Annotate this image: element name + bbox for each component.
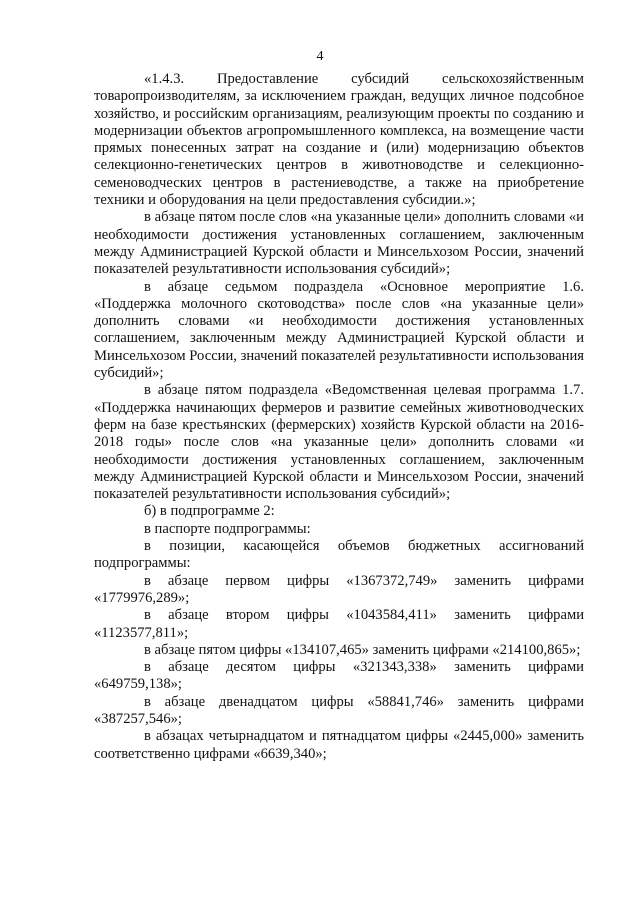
paragraph-amend-fifth: в абзаце пятом после слов «на указанные цели» дополнить словами «и необходимости достижения установленных соглашением, заключенным между Администрацией Курской области и Минсельхозом России, значений показателей результативности использования субсидий»; xyxy=(94,209,584,278)
document-body xyxy=(94,71,584,763)
page-number: 4 xyxy=(316,49,324,64)
paragraph-amend-1-6: в абзаце седьмом подраздела «Основное мероприятие 1.6. «Поддержка молочного скотоводства» после слов «на указанные цели» дополнить словами «и необходимости достижения установленных соглашением, заключенным между Администрацией Курской области и Минсельхозом России, значений показателей результативности использования субсидий»; xyxy=(94,278,584,382)
paragraph-replace-fifth: в абзаце пятом цифры «134107,465» заменить цифрами «214100,865»; xyxy=(144,641,581,658)
paragraph-replace-tenth: в абзаце десятом цифры «321343,338» заменить цифрами «649759,138»; xyxy=(94,659,584,693)
paragraph-passport: в паспорте подпрограммы: xyxy=(144,520,311,537)
paragraph-replace-twelfth: в абзаце двенадцатом цифры «58841,746» заменить цифрами «387257,546»; xyxy=(94,693,584,727)
paragraph-replace-second: в абзаце втором цифры «1043584,411» заменить цифрами «1123577,811»; xyxy=(94,607,584,641)
paragraph-subprogram-2: б) в подпрограмме 2: xyxy=(144,503,275,520)
paragraph-item-1-4-3: «1.4.3. Предоставление субсидий сельскохозяйственным товаропроизводителям, за исключением граждан, ведущих личное подсобное хозяйство, и российским организациям, реализующим проекты по созданию и модернизации объектов агропромышленного комплекса, на возмещение части прямых понесенных затрат на создание и (или) модернизацию объектов селекционно-генетических центров в животноводстве и селекционно-семеноводческих центров в растениеводстве, а также на приобретение техники и оборудования на цели предоставления субсидии.»; xyxy=(94,71,584,209)
paragraph-replace-first: в абзаце первом цифры «1367372,749» заменить цифрами «1779976,289»; xyxy=(94,572,584,606)
paragraph-replace-14-15: в абзацах четырнадцатом и пятнадцатом цифры «2445,000» заменить соответственно цифрами «6639,340»; xyxy=(94,728,584,762)
paragraph-budget-position: в позиции, касающейся объемов бюджетных ассигнований подпрограммы: xyxy=(94,538,584,572)
paragraph-amend-1-7: в абзаце пятом подраздела «Ведомственная целевая программа 1.7. «Поддержка начинающих фермеров и развитие семейных животноводческих ферм на базе крестьянских (фермерских) хозяйств Курской области на 2016-2018 годы» после слов «на указанные цели» дополнить словами «и необходимости достижения установленных соглашением, заключенным между Администрацией Курской области и Минсельхозом России, значений показателей результативности использования субсидий»; xyxy=(94,382,584,503)
